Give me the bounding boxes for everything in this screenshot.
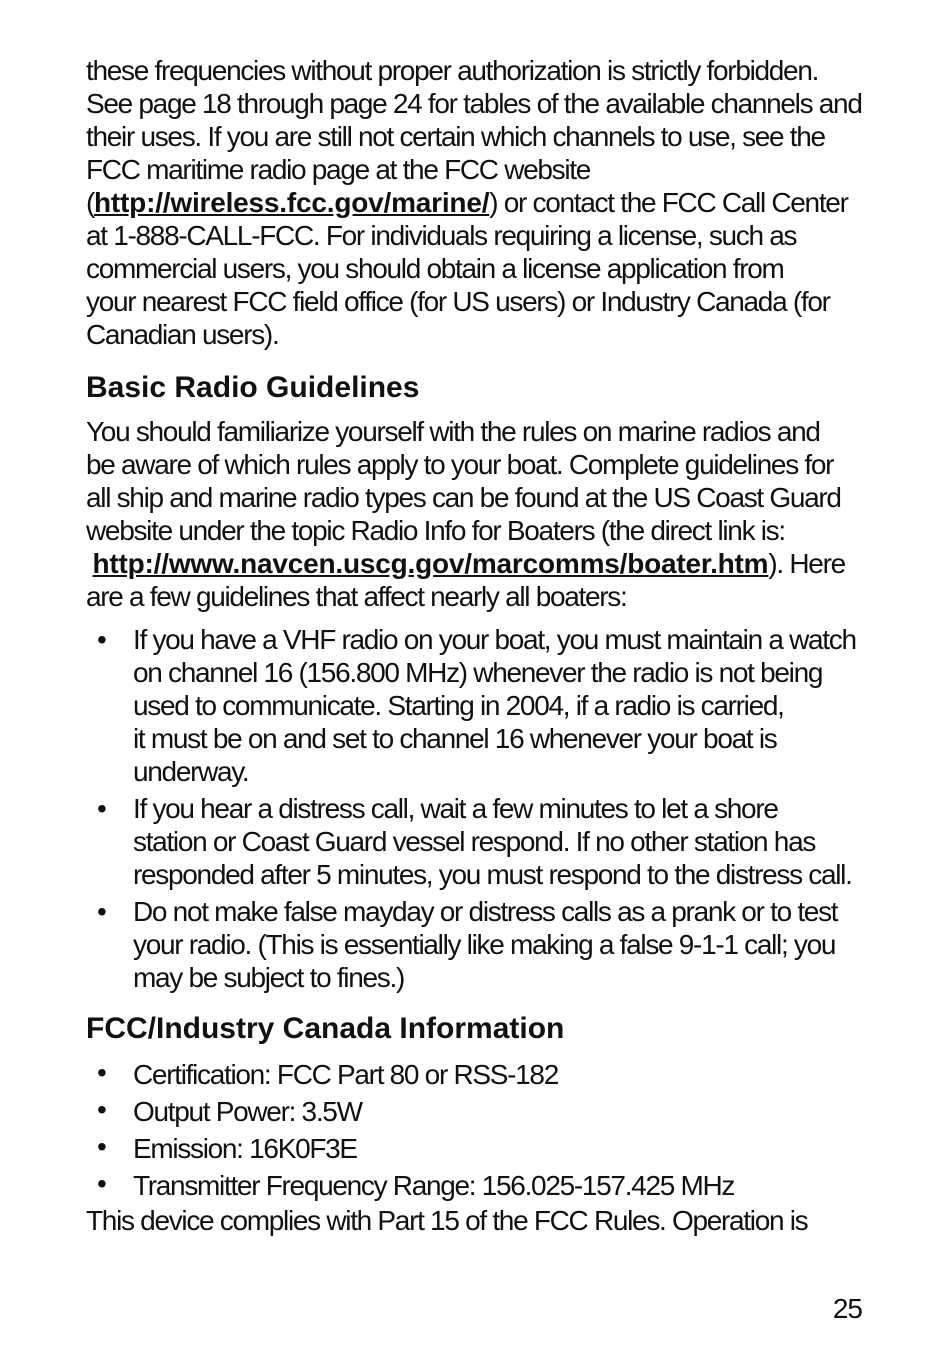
bullet-icon: • [97, 1131, 106, 1162]
closing-paragraph [86, 1204, 891, 1237]
intro-paragraph [86, 54, 891, 351]
text-line: all ship and marine radio types can be found at the US Coast Guard [86, 482, 841, 513]
text-line: be aware of which rules apply to your boat. Complete guidelines for [86, 449, 834, 480]
uscg-boater-link[interactable]: http://www.navcen.uscg.gov/marcomms/boater.htm [92, 548, 769, 579]
text-line: If you hear a distress call, wait a few minutes to let a shore [133, 793, 778, 824]
text-line: are a few guidelines that affect nearly all boaters: [86, 581, 627, 612]
text-line [86, 186, 891, 219]
text-line: your nearest FCC field office (for US users) or Industry Canada (for [86, 286, 830, 317]
guidelines-list [86, 623, 891, 994]
bullet-icon: • [97, 624, 106, 655]
text-line: these frequencies without proper authorization is strictly forbidden. [86, 55, 819, 86]
list-item [86, 1093, 891, 1130]
link-suffix: ). Here [768, 548, 845, 579]
text-line: If you have a VHF radio on your boat, you must maintain a watch [133, 624, 856, 655]
page-number: 25 [832, 1293, 862, 1324]
list-item [86, 623, 891, 788]
text-line: at 1-888-CALL-FCC. For individuals requiring a license, such as [86, 220, 797, 251]
text-line: on channel 16 (156.800 MHz) whenever the radio is not being [133, 657, 823, 688]
fcc-marine-link[interactable]: http://wireless.fcc.gov/marine/ [94, 187, 490, 218]
link-suffix: ) or contact the FCC Call Center [489, 187, 848, 218]
text-line [86, 547, 891, 580]
text-line: This device complies with Part 15 of the FCC Rules. Operation is [86, 1205, 808, 1236]
text-line: responded after 5 minutes, you must respond to the distress call. [133, 859, 852, 890]
link-prefix: ( [86, 187, 95, 218]
text-line: underway. [133, 756, 249, 787]
manual-page [86, 54, 891, 1237]
bullet-icon: • [97, 896, 106, 927]
text-line: their uses. If you are still not certain which channels to use, see the [86, 121, 825, 152]
text-line: website under the topic Radio Info for Boaters (the direct link is: [86, 515, 785, 546]
text-line: station or Coast Guard vessel respond. If no other station has [133, 826, 816, 857]
text-line: your radio. (This is essentially like making a false 9-1-1 call; you [133, 929, 836, 960]
list-item [86, 1056, 891, 1093]
bullet-icon: • [97, 1094, 106, 1125]
text-line: Canadian users). [86, 319, 279, 350]
basic-guidelines-paragraph [86, 415, 891, 613]
list-item [86, 1130, 891, 1167]
bullet-icon: • [97, 1168, 106, 1199]
certification-text: Certification: FCC Part 80 or RSS-182 [133, 1059, 558, 1090]
text-line: FCC maritime radio page at the FCC website [86, 154, 591, 185]
fcc-info-heading: FCC/Industry Canada Information [86, 1012, 565, 1045]
list-item [86, 1167, 891, 1204]
bullet-icon: • [97, 793, 106, 824]
text-line: You should familiarize yourself with the rules on marine radios and [86, 416, 820, 447]
text-line: Do not make false mayday or distress calls as a prank or to test [133, 896, 838, 927]
text-line: commercial users, you should obtain a license application from [86, 253, 784, 284]
text-line: it must be on and set to channel 16 whenever your boat is [133, 723, 777, 754]
text-line: See page 18 through page 24 for tables of the available channels and [86, 88, 862, 119]
basic-guidelines-heading: Basic Radio Guidelines [86, 371, 420, 404]
fcc-info-list [86, 1056, 891, 1204]
bullet-icon: • [97, 1057, 106, 1088]
list-item [86, 792, 891, 891]
text-line: may be subject to fines.) [133, 962, 404, 993]
list-item [86, 895, 891, 994]
emission-text: Emission: 16K0F3E [133, 1133, 357, 1164]
output-power-text: Output Power: 3.5W [133, 1096, 362, 1127]
text-line: used to communicate. Starting in 2004, if a radio is carried, [133, 690, 784, 721]
frequency-range-text: Transmitter Frequency Range: 156.025-157.425 MHz [133, 1170, 735, 1201]
